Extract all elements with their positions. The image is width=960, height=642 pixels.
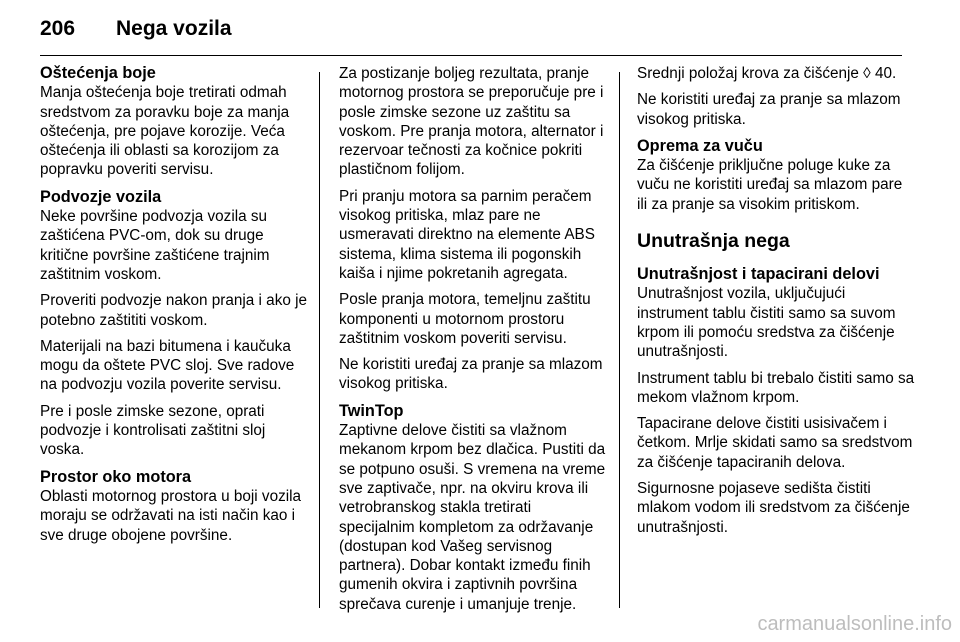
paragraph: Ne koristiti uređaj za pranje sa mlazom visokog pritiska. [339, 356, 603, 393]
watermark-text: carmanualsonline.info [757, 613, 952, 635]
column-divider-2 [619, 72, 620, 608]
paragraph: Materijali na bazi bitumena i kaučuka mogu da oštete PVC sloj. Sve radove na podvozju vozila poverite servisu. [40, 337, 295, 394]
paragraph: Neke površine podvozja vozila su zaštićena PVC-om, dok su druge kritične površine zaštićene trajnim zaštitnim voskom. [40, 208, 270, 283]
section-motor-continued [339, 64, 609, 394]
section-unutrasnja-nega [637, 230, 915, 537]
paragraph: Zaptivne delove čistiti sa vlažnom mekanom krpom bez dlačica. Pustiti da se potpuno osuši. S vremena na vreme sve zaptivače, npr. na okviru krova ili vetrobranskog stakla tretirati specijalnim kompletom za održavanje (dostupan kod Vašeg servisnog partnera). Dobar kontakt između finih gumenih okvira i zaptivnih površina sprečava curenje i umanjuje trenje. [339, 422, 606, 613]
paragraph: Oblasti motornog prostora u boji vozila moraju se održavati na isti način kao i sve druge obojene površine. [40, 487, 302, 544]
section-ostecenja-boje [40, 64, 310, 180]
section-twintop-continued [637, 64, 915, 129]
section-prostor-oko-motora [40, 468, 310, 545]
section-heading: TwinTop [339, 401, 404, 420]
paragraph: Proveriti podvozje nakon pranja i ako je potebno zaštititi voskom. [40, 292, 308, 329]
page-title: Nega vozila [116, 17, 232, 40]
paragraph: Pri pranju motora sa parnim peračem visokog pritiska, mlaz pare ne usmeravati direktno na elemente ABS sistema, klima sistema ili pogonskih kaiša i njime pokretanih agregata. [339, 187, 595, 282]
section-heading: Oprema za vuču [637, 136, 763, 155]
paragraph: Ne koristiti uređaj za pranje sa mlazom visokog pritiska. [637, 91, 901, 128]
paragraph: Unutrašnjost vozila, uključujući instrument tablu čistiti samo sa suvom krpom ili pomoću sredstva za čišćenje unutrašnjosti. [637, 285, 896, 361]
chapter-heading: Unutrašnja nega [637, 230, 790, 253]
page-number: 206 [40, 17, 76, 40]
paragraph: Tapacirane delove čistiti usisivačem i četkom. Mrlje skidati samo sa sredstvom za čišćenje tapaciranih delova. [637, 415, 913, 471]
column-divider-1 [319, 72, 320, 608]
column-2 [339, 64, 609, 622]
section-heading: Prostor oko motora [40, 467, 192, 486]
paragraph: Za čišćenje priključne poluge kuke za vuču ne koristiti uređaj sa mlazom pare ili za pranje sa visokim pritiskom. [637, 157, 903, 213]
section-podvozje-vozila [40, 188, 310, 460]
header-divider [40, 55, 902, 56]
column-3 [637, 64, 915, 545]
paragraph: Posle pranja motora, temeljnu zaštitu komponenti u motornom prostoru zaštitnim voskom poveriti servisu. [339, 291, 591, 347]
paragraph: Instrument tablu bi trebalo čistiti samo sa mekom vlažnom krpom. [637, 369, 915, 406]
column-1 [40, 64, 310, 553]
paragraph: Manja oštećenja boje tretirati odmah sredstvom za poravku boje za manja oštećenja, pre pojave korozije. Veća oštećenja ili oblasti sa korozijom za popravku poveriti servisu. [40, 84, 290, 179]
page-header [40, 14, 910, 44]
paragraph: Za postizanje boljeg rezultata, pranje motornog prostora se preporučuje pre i posle zimske sezone uz zaštitu sa voskom. Pre pranja motora, alternator i rezervoar tečnosti za kočnice pokriti plastičnom folijom. [339, 65, 604, 179]
paragraph: Sigurnosne pojaseve sedišta čistiti mlakom vodom ili sredstvom za čišćenje unutrašnjosti. [637, 480, 910, 536]
section-oprema-za-vucu [637, 137, 915, 214]
section-twintop [339, 402, 609, 614]
paragraph: Pre i posle zimske sezone, oprati podvozje i kontrolisati zaštitni sloj voska. [40, 402, 266, 459]
paragraph: Srednji položaj krova za čišćenje ◊ 40. [637, 65, 897, 82]
section-heading: Oštećenja boje [40, 64, 156, 82]
section-heading: Podvozje vozila [40, 187, 162, 206]
section-heading: Unutrašnjost i tapacirani delovi [637, 265, 880, 284]
